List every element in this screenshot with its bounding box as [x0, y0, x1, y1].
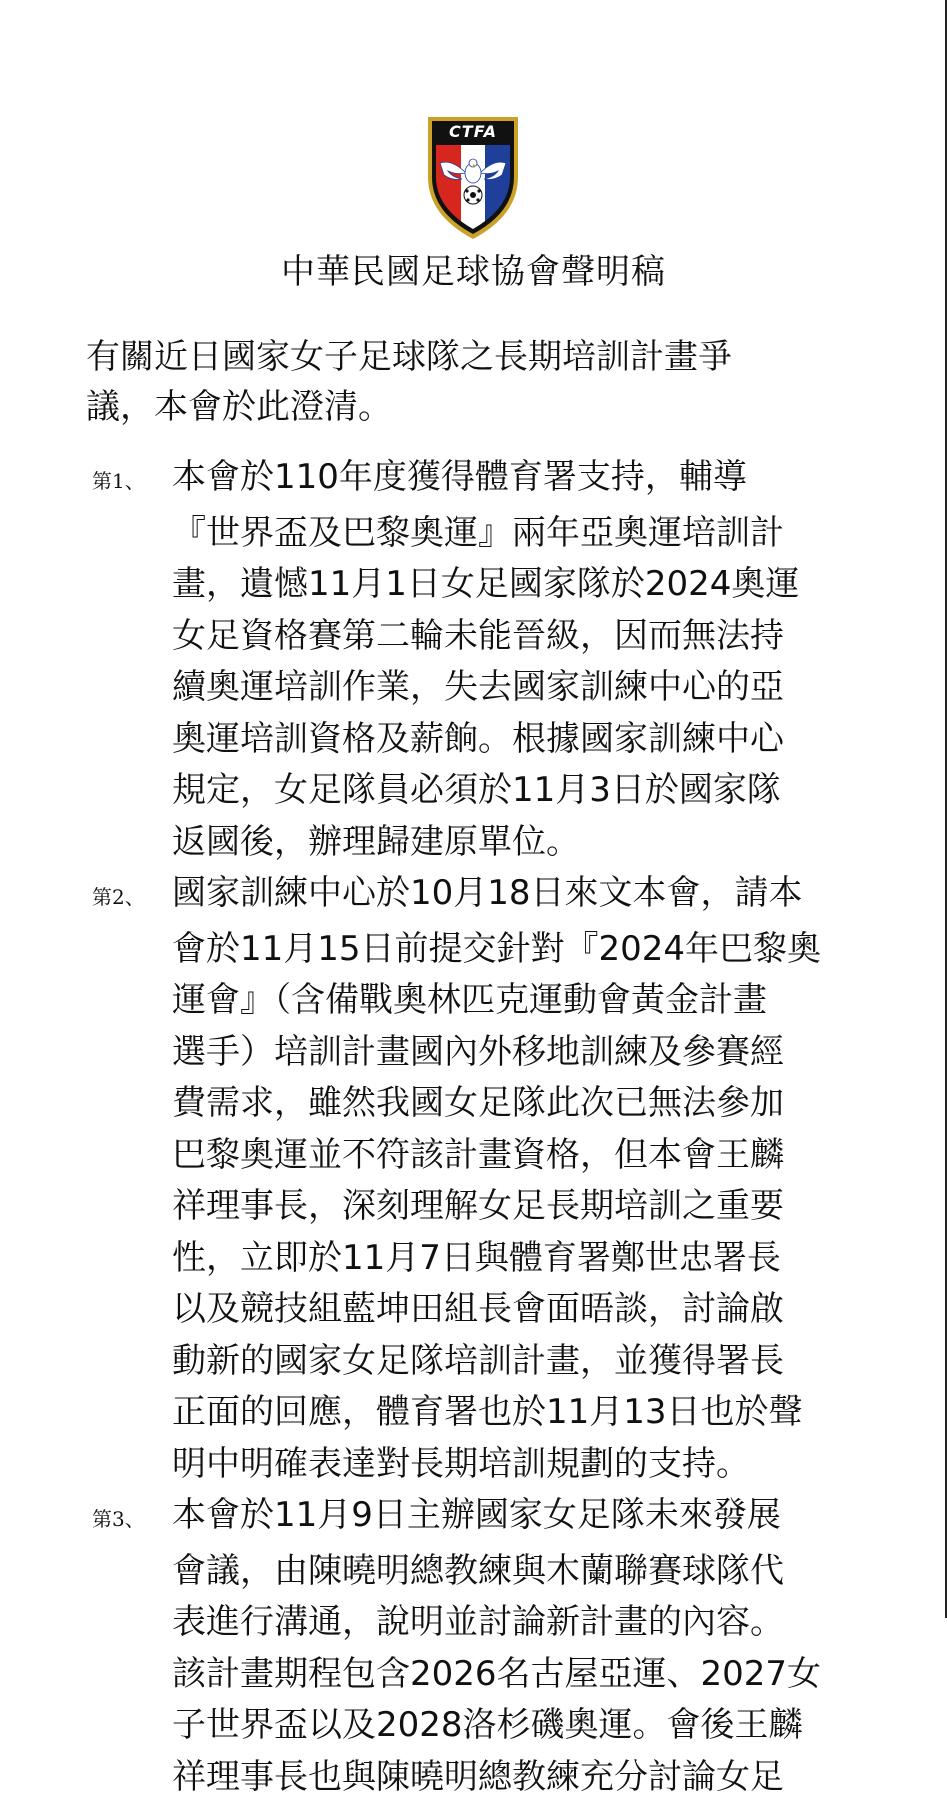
item-line: 動新的國家女足隊培訓計畫，並獲得署長	[172, 1336, 866, 1388]
statement-item-1	[86, 452, 866, 868]
item-line: 會於11月15日前提交針對『2024年巴黎奧	[172, 924, 866, 976]
item-line: 以及競技組藍坤田組長會面晤談，討論啟	[172, 1284, 866, 1336]
item-line: 規定，女足隊員必須於11月3日於國家隊	[172, 765, 866, 817]
item-number: 第3、	[92, 1494, 172, 1546]
intro-line: 有關近日國家女子足球隊之長期培訓計畫爭	[86, 332, 866, 382]
item-line: 選手）培訓計畫國內外移地訓練及參賽經	[172, 1027, 866, 1079]
item-body	[172, 1495, 866, 1803]
item-line: 會議，由陳曉明總教練與木蘭聯賽球隊代	[172, 1546, 866, 1598]
item-line: 該計畫期程包含2026名古屋亞運、2027女	[172, 1649, 866, 1701]
intro-line: 議，本會於此澄清。	[86, 382, 866, 432]
item-line: 明中明確表達對長期培訓規劃的支持。	[172, 1439, 866, 1491]
item-line: 奧運培訓資格及薪餉。根據國家訓練中心	[172, 714, 866, 766]
item-line: 國家訓練中心於10月18日來文本會，請本	[172, 873, 803, 913]
statement-item-2	[86, 868, 866, 1490]
item-line: 本會於11月9日主辦國家女足隊未來發展	[172, 1495, 781, 1535]
item-line: 返國後，辦理歸建原單位。	[172, 817, 866, 869]
item-line: 本會於110年度獲得體育署支持，輔導	[172, 457, 747, 497]
item-line: 續奧運培訓作業，失去國家訓練中心的亞	[172, 662, 866, 714]
item-line: 費需求，雖然我國女足隊此次已無法參加	[172, 1078, 866, 1130]
item-line: 『世界盃及巴黎奧運』兩年亞奧運培訓計	[172, 508, 866, 560]
item-line: 畫，遺憾11月1日女足國家隊於2024奧運	[172, 559, 866, 611]
item-line: 運會』（含備戰奧林匹克運動會黃金計畫	[172, 975, 866, 1027]
statement-title: 中華民國足球協會聲明稿	[0, 250, 947, 294]
item-line: 祥理事長，深刻理解女足長期培訓之重要	[172, 1181, 866, 1233]
item-body	[172, 873, 866, 1490]
ctfa-logo	[426, 115, 520, 241]
item-number: 第2、	[92, 872, 172, 924]
item-line: 子世界盃以及2028洛杉磯奧運。會後王麟	[172, 1700, 866, 1752]
statement-items	[86, 452, 866, 1803]
item-line: 巴黎奧運並不符該計畫資格，但本會王麟	[172, 1130, 866, 1182]
item-number: 第1、	[92, 456, 172, 508]
item-line: 表進行溝通，說明並討論新計畫的內容。	[172, 1597, 866, 1649]
statement-item-3	[86, 1490, 866, 1803]
intro-paragraph	[86, 332, 866, 432]
logo-text: CTFA	[449, 122, 497, 141]
item-line: 女足資格賽第二輪未能晉級，因而無法持	[172, 611, 866, 663]
item-line: 性，立即於11月7日與體育署鄭世忠署長	[172, 1233, 866, 1285]
item-body	[172, 457, 866, 868]
item-line: 正面的回應，體育署也於11月13日也於聲	[172, 1387, 866, 1439]
item-line: 祥理事長也與陳曉明總教練充分討論女足	[172, 1752, 866, 1803]
